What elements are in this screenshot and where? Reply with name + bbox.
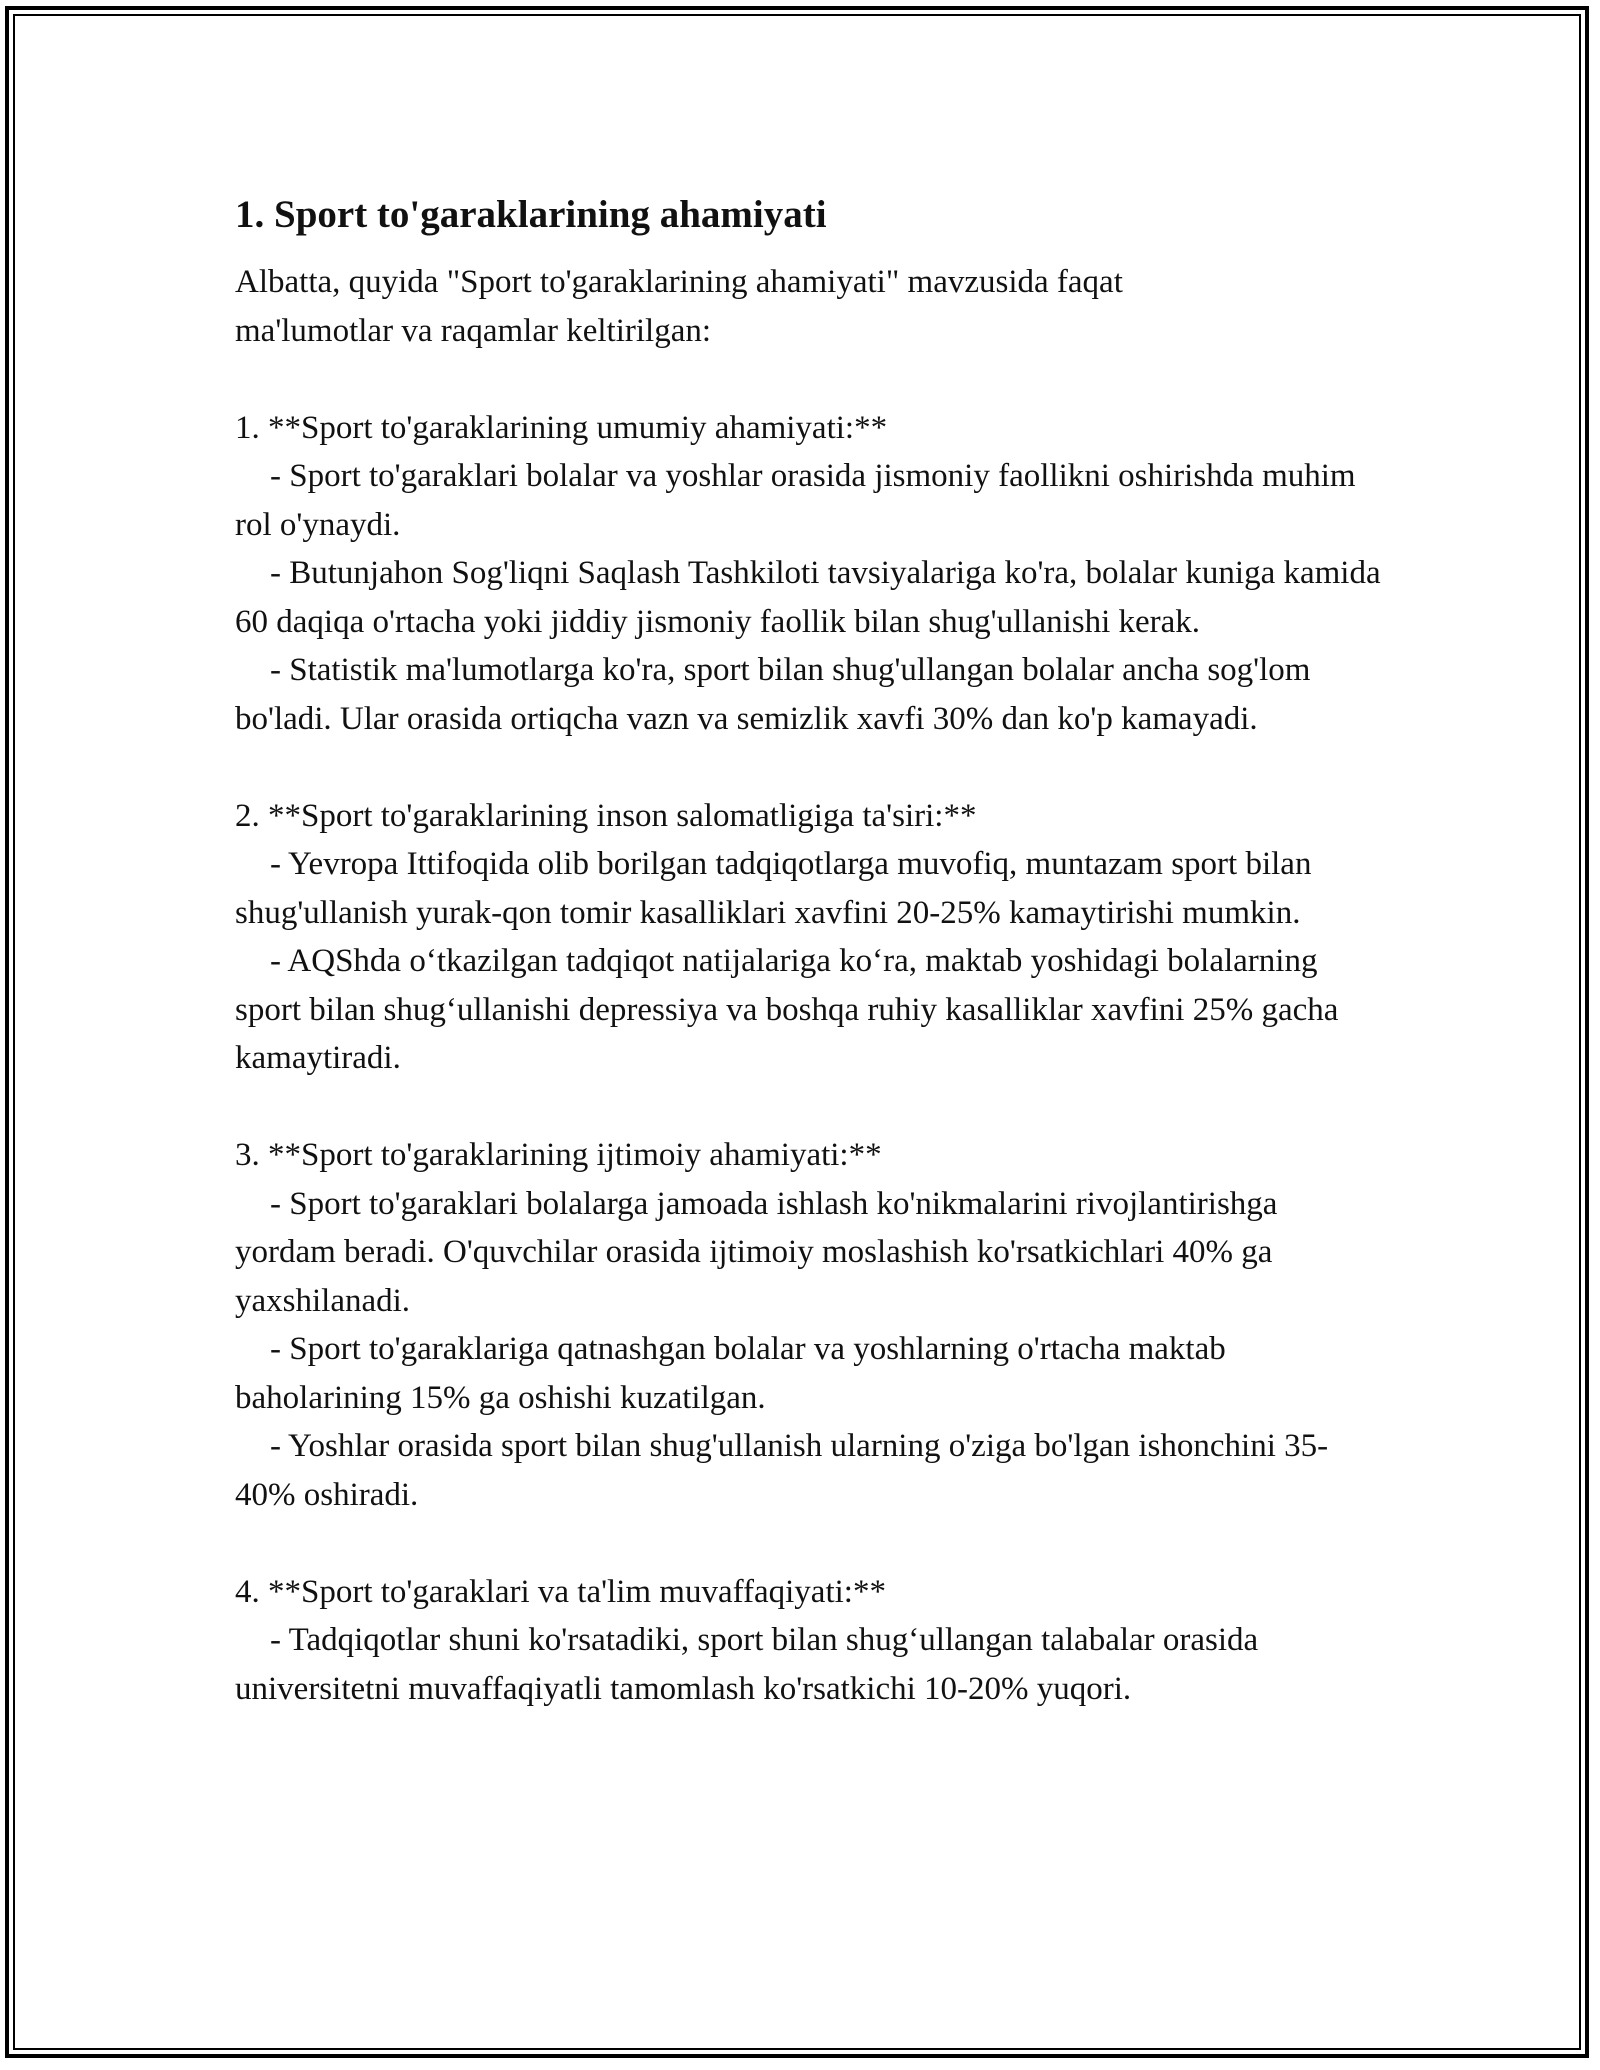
bullet-item: - Sport to'garaklari bolalar va yoshlar orasida jismoniy faollikni oshirishda muhim rol o'ynaydi.	[235, 458, 1356, 543]
spacer	[235, 743, 1385, 792]
document-title: 1. Sport to'garaklarining ahamiyati	[235, 193, 827, 236]
document-body	[235, 187, 1385, 1713]
section-heading: 3. **Sport to'garaklarining ijtimoiy ahamiyati:**	[235, 1137, 882, 1173]
bullet-item: - Butunjahon Sog'liqni Saqlash Tashkiloti tavsiyalariga ko'ra, bolalar kuniga kamida 60 daqiqa o'rtacha yoki jiddiy jismoniy faollik bilan shug'ullanishi kerak.	[235, 555, 1381, 640]
section-4	[235, 1568, 1385, 1714]
section-heading: 4. **Sport to'garaklari va ta'lim muvaffaqiyati:**	[235, 1573, 886, 1610]
bullet-item: - AQShda o‘tkazilgan tadqiqot natijalariga ko‘ra, maktab yoshidagi bolalarning sport bilan shug‘ullanishi depressiya va boshqa ruhiy kasalliklar xavfini 25% gacha kamaytiradi.	[235, 943, 1339, 1076]
section-2	[235, 792, 1385, 1083]
spacer	[235, 1083, 1385, 1132]
bullet-item: - Yoshlar orasida sport bilan shug'ullanish ularning o'ziga bo'lgan ishonchini 35-40% oshiradi.	[235, 1428, 1329, 1513]
bullet-item: - Yevropa Ittifoqida olib borilgan tadqiqotlarga muvofiq, muntazam sport bilan shug'ullanish yurak-qon tomir kasalliklari xavfini 20-25% kamaytirishi mumkin.	[235, 846, 1312, 931]
spacer	[235, 355, 1385, 404]
section-heading: 1. **Sport to'garaklarining umumiy ahamiyati:**	[235, 409, 888, 446]
bullet-item: - Sport to'garaklariga qatnashgan bolalar va yoshlarning o'rtacha maktab baholarining 15% ga oshishi kuzatilgan.	[235, 1331, 1226, 1416]
section-heading: 2. **Sport to'garaklarining inson salomatligiga ta'siri:**	[235, 797, 977, 834]
bullet-item: - Tadqiqotlar shuni ko'rsatadiki, sport bilan shug‘ullangan talabalar orasida universitetni muvaffaqiyatli tamomlash ko'rsatkichi 10-20% yuqori.	[235, 1622, 1259, 1707]
bullet-item: - Sport to'garaklari bolalarga jamoada ishlash ko'nikmalarini rivojlantirishga yordam beradi. O'quvchilar orasida ijtimoiy moslashish ko'rsatkichlari 40% ga yaxshilanadi.	[235, 1185, 1278, 1319]
spacer	[235, 1519, 1385, 1568]
section-3	[235, 1131, 1385, 1519]
bullet-item: - Statistik ma'lumotlarga ko'ra, sport bilan shug'ullangan bolalar ancha sog'lom bo'ladi. Ular orasida ortiqcha vazn va semizlik xavfi 30% dan ko'p kamayadi.	[235, 652, 1311, 737]
section-1	[235, 404, 1385, 744]
intro-paragraph: Albatta, quyida "Sport to'garaklarining ahamiyati" mavzusida faqat ma'lumotlar va raqamlar keltirilgan:	[235, 264, 1123, 349]
